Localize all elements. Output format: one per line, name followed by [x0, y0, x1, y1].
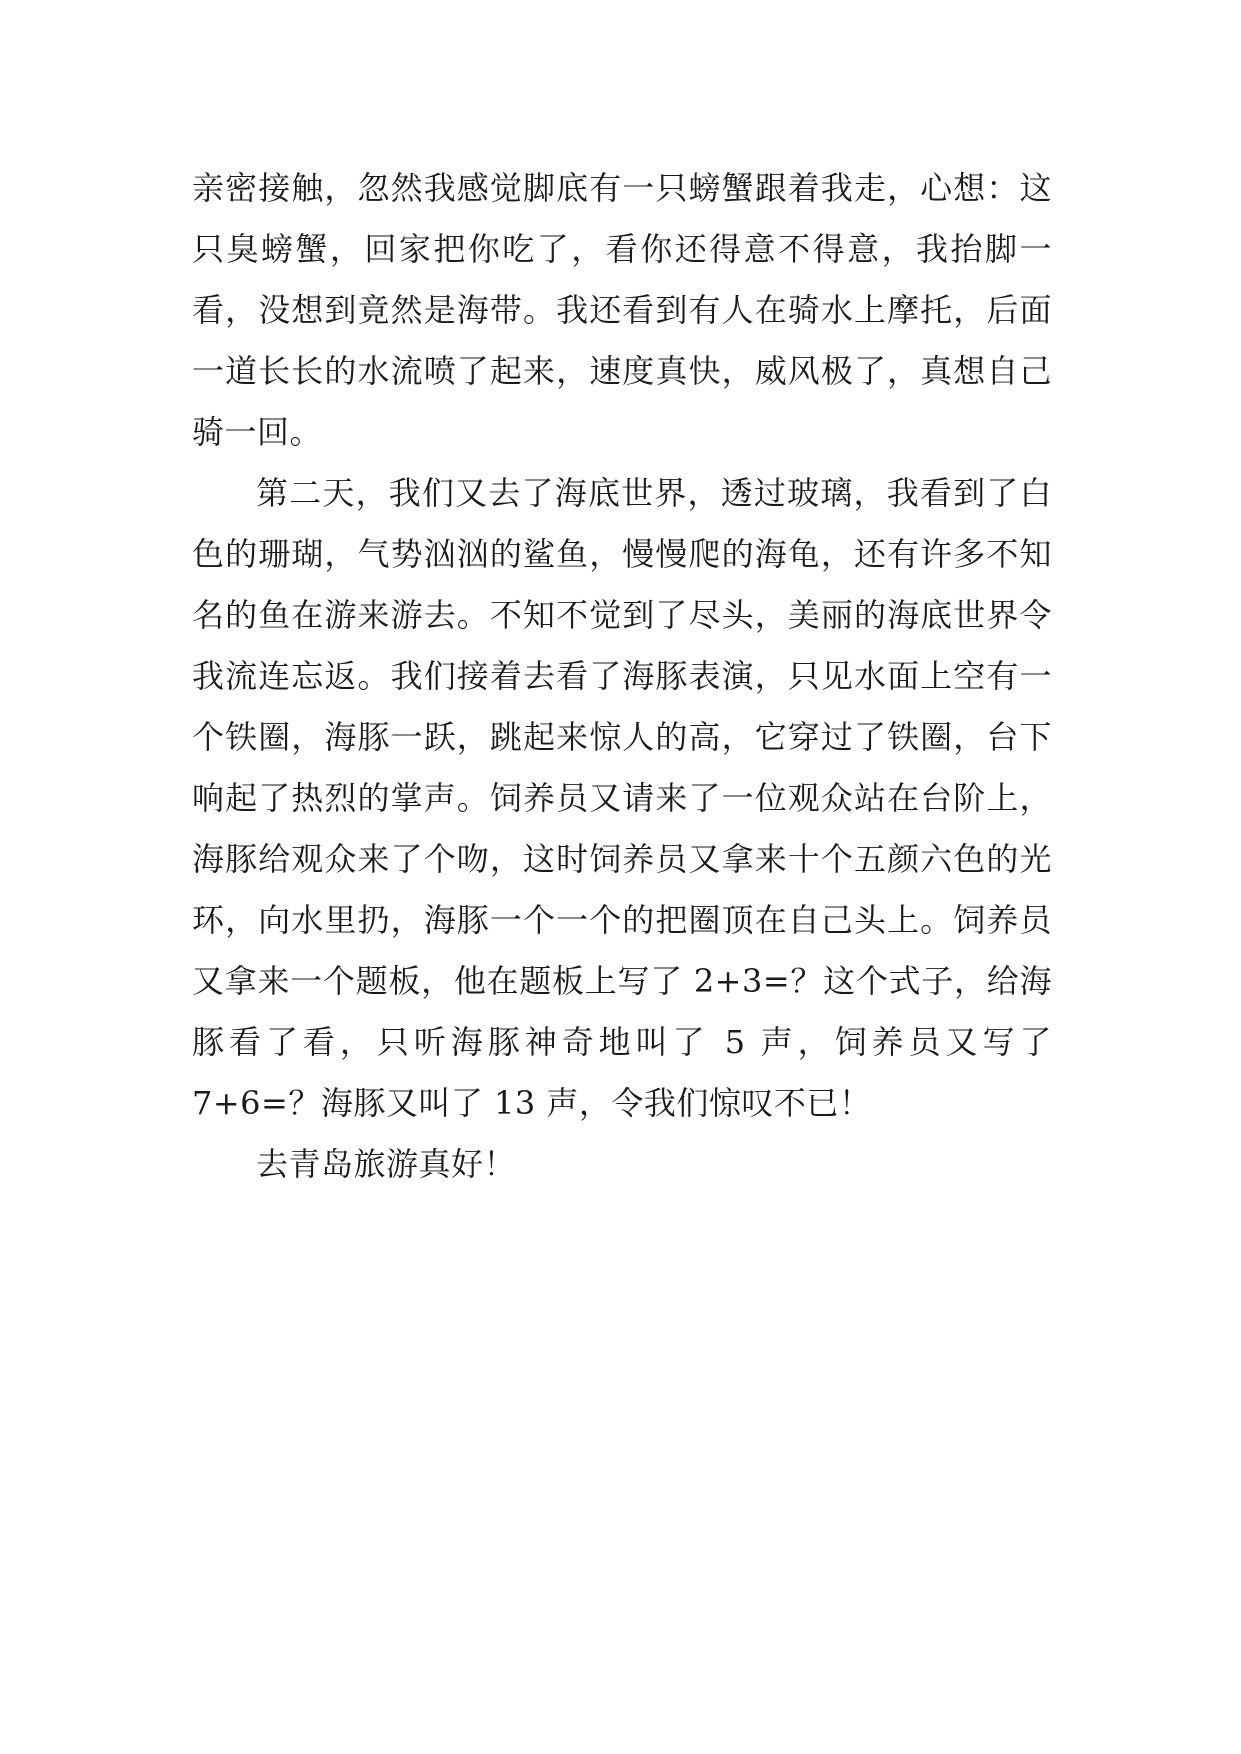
paragraph-2: 第二天，我们又去了海底世界，透过玻璃，我看到了白色的珊瑚，气势汹汹的鲨鱼，慢慢爬的海龟，还有许多不知名的鱼在游来游去。不知不觉到了尽头，美丽的海底世界令我流连忘返。我们接着去看了海豚表演，只见水面上空有一个铁圈，海豚一跃，跳起来惊人的高，它穿过了铁圈，台下响起了热烈的掌声。饲养员又请来了一位观众站在台阶上，海豚给观众来了个吻，这时饲养员又拿来十个五颜六色的光环，向水里扔，海豚一个一个的把圈顶在自己头上。饲养员又拿来一个题板，他在题板上写了 2+3=？这个式子，给海豚看了看，只听海豚神奇地叫了 5 声，饲养员又写了 7+6=？海豚又叫了 13 声，令我们惊叹不已！: [192, 474, 1052, 1122]
document-body: [192, 158, 1052, 1195]
paragraph-1: 亲密接触，忽然我感觉脚底有一只螃蟹跟着我走，心想：这只臭螃蟹，回家把你吃了，看你还得意不得意，我抬脚一看，没想到竟然是海带。我还看到有人在骑水上摩托，后面一道长长的水流喷了起来，速度真快，威风极了，真想自己骑一回。: [192, 169, 1052, 451]
paragraph-3: 去青岛旅游真好！: [256, 1145, 517, 1183]
